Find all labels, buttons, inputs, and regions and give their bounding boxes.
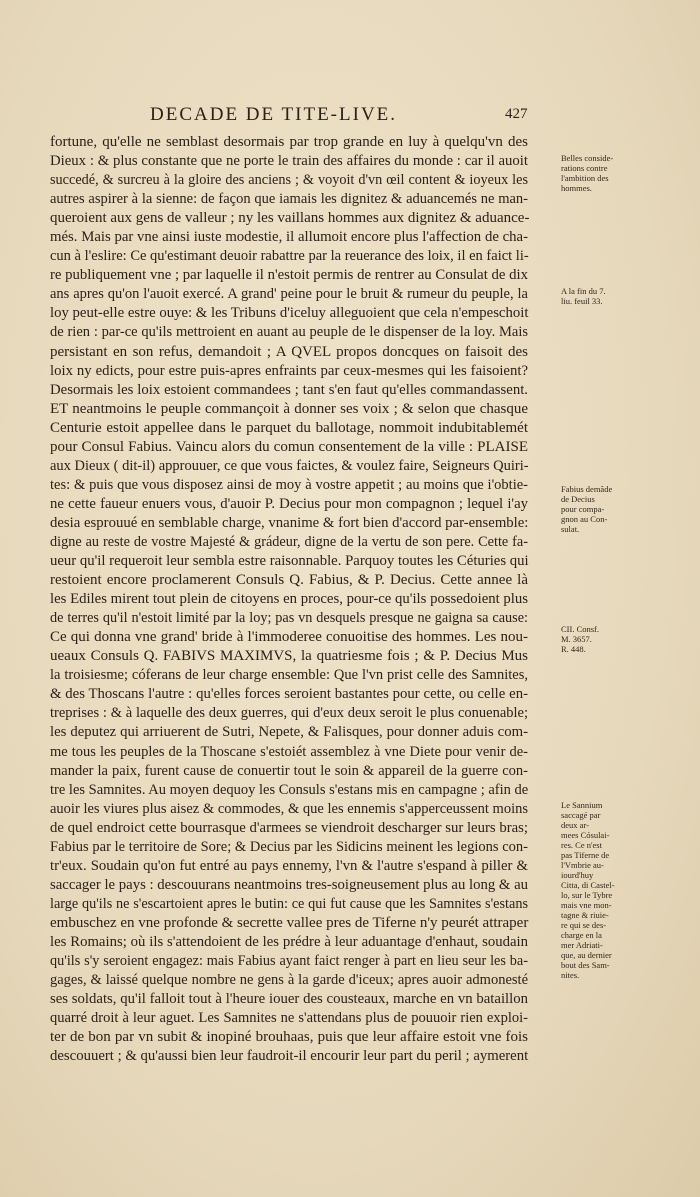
text-line: les deputez qui arriuerent de Sutri, Nepete, & Falisques, pour donner aduis com-: [50, 724, 528, 741]
text-line: ans apres qu'on l'auoit exercé. A grand' peine pour le bruit & rumeur du peuple, la: [50, 286, 528, 303]
text-line: Desormais les loix estoient commandees ; tant s'en faut qu'elles commandassent.: [50, 381, 528, 398]
text-line: large qu'ils ne s'escartoient apres le butin: ce qui fut cause que les Samnites s'estans: [50, 895, 528, 912]
text-line: ne cette faueur enuers vous, d'auoir P. Decius pour mon compagnon ; lequel i'ay: [50, 495, 528, 512]
text-line: digne au reste de vostre Majesté & grádeur, digne de la vertu de son pere. Cette fa-: [50, 533, 528, 550]
text-line: desia esprouué en semblable charge, vnanime & fort bien d'accord par-ensemble:: [50, 514, 529, 531]
text-line: de rien : par-ce qu'ils mettroient en auant au peuple de le dispenser de la loy. Mais: [50, 324, 528, 341]
margin-note-reference: A la fin du 7. liu. feuil 33.: [561, 286, 606, 306]
text-line: treprises : & à laquelle des deux guerres, qui d'eux deux seroit le plus conuenable;: [50, 705, 528, 722]
text-line: auoir les viures plus aisez & commodes, & que les ennemis s'apperceussent moins: [50, 800, 528, 817]
text-line: succedé, & surcreu à la gloire des anciens ; & voyoit d'vn œil content & ioyeux les: [50, 172, 528, 189]
text-line: més. Mais par vne ainsi iuste modestie, il allumoit encore plus l'affection de cha-: [50, 229, 528, 246]
text-line: quarré droit à leur aguet. Les Samnites ne s'attendans plus de pouuoir rien exploi-: [50, 1010, 528, 1027]
text-line: les Ediles mirent tout plein de citoyens en proces, pour-ce qu'ils possedoient plus: [50, 591, 528, 608]
text-line: loy peut-elle estre ouye: & les Tribuns d'iceluy alleguoient que cela n'empeschoit: [50, 305, 529, 322]
text-line: ter de bon par vn subit & inopiné brouhaas, puis que leur affaire estoit vne fois: [50, 1029, 528, 1046]
text-line: ueaux Consuls Q. FABIVS MAXIMVS, la quatriesme fois ; & P. Decius Mus: [50, 648, 528, 665]
text-line: pour Consul Fabius. Vaincu alors du comun consentement de la ville : PLAISE: [50, 438, 528, 455]
text-line: embuschez en vne profonde & secrette vallee pres de Tiferne n'y peurét attraper: [50, 914, 529, 931]
text-line: & des Thoscans l'autre : qu'elles forces seroient bastantes pour cette, ou celle en-: [50, 686, 528, 703]
text-line: autres aspirer à la sienne: de façon que iamais les dignitez & aduancemés ne man-: [50, 191, 528, 208]
running-title: DECADE DE TITE-LIVE.: [150, 104, 398, 125]
text-line: de quel endroict cette bourrasque d'armees se viendroit descharger sur leurs bras;: [50, 819, 528, 836]
page-number: 427: [505, 106, 528, 122]
text-line: descouuert ; & qu'aussi bien leur faudroit-il encourir leur part du peril ; aymerent: [50, 1048, 529, 1065]
text-line: saccager le pays : descouurans neantmoins tres-soigneusement plus au long & au: [50, 876, 529, 893]
text-line: persistant en son refus, demandoit ; A QVEL propos doncques on faisoit des: [50, 343, 528, 360]
text-line: ueur qu'il requeroit leur sembla estre raisonnable. Parquoy toutes les Céturies qui: [50, 553, 529, 570]
text-line: Fabius par le territoire de Sore; & Decius par les Sidicins meinent les legions con-: [50, 838, 528, 855]
text-line: queroient aux gens de valleur ; ny les vaillans hommes aux dignitez & aduance-: [50, 210, 530, 227]
page-header: [0, 104, 700, 128]
text-line: Centurie estoit appellee dans le parquet du ballotage, nommoit indubitablemét: [50, 419, 528, 436]
text-line: Dieux : & plus constante que ne porte le train des affaires du monde : car il auoit: [50, 153, 528, 170]
margin-note-sannium: Le Sannium saccagé par deux ar- mees Cósulai- res. Ce n'est pas Tiferne de l'Vmbrie au- iourd'huy Citta, di Castel- lo, sur le Tybre mais vne mon- tagne & riuie- re qui se des- charge en la mer Adriati- que, au dernier bout des Sam- nites.: [561, 800, 615, 980]
text-line: qu'ils s'y seroient engagez: mais Fabius ayant faict renger à part en lieu seur les ba-: [50, 953, 528, 970]
text-line: tre les Samnites. Au moyen dequoy les Consuls s'estans mis en campagne ; afin de: [50, 781, 529, 798]
text-line: ET neantmoins le peuple commançoit à donner ses voix ; & selon que chasque: [50, 400, 528, 417]
margin-note-ambition: Belles conside- rations contre l'ambition des hommes.: [561, 153, 614, 193]
text-line: loix ny edicts, pour estre puis-apres enfraints par ceux-mesmes qui les faisoient?: [50, 362, 528, 379]
text-line: mander la paix, furent cause de conuertir tout le soin & appareil de la guerre con-: [50, 762, 528, 779]
text-line: restoient encore proclamerent Consuls Q. Fabius, & P. Decius. Cette annee là: [50, 572, 528, 589]
text-line: Ce qui donna vne grand' bride à l'immoderee conuoitise des hommes. Les nou-: [50, 629, 528, 646]
body-text: [50, 133, 528, 1066]
text-line: tr'eux. Soudain qu'on fut entré au pays ennemy, l'vn & l'autre s'espand à piller &: [50, 857, 528, 874]
text-line: re publiquement vne ; par laquelle il n'estoit permis de rentrer au Consulat de dix: [50, 267, 528, 284]
text-line: les Romains; où ils s'attendoient de les prédre à leur aduantage d'enhaut, soudain: [50, 933, 528, 950]
margin-note-fabius-decius: Fabius demãde de Decius pour compa- gnon au Con- sulat.: [561, 484, 613, 534]
margin-note-consul-year: CII. Consf. M. 3657. R. 448.: [561, 624, 600, 654]
text-line: tes: & puis que vous disposez ainsi de moy à vostre appetit ; au moins que i'obtie-: [50, 476, 528, 493]
text-line: fortune, qu'elle ne semblast desormais par trop grande en luy à quelqu'vn des: [50, 134, 528, 150]
text-line: la troisiesme; cóferans de leur charge ensemble: Que l'vn prist celle des Samnites,: [50, 667, 528, 684]
text-line: aux Dieux ( dit-il) approuuer, ce que vous faictes, & voulez faire, Seigneurs Quiri-: [50, 457, 529, 474]
text-line: gages, & laissé quelque nombre ne gens à la garde d'iceux; apres auoir admonesté: [50, 972, 528, 989]
text-line: de terres qu'il n'estoit limité par la loy; pas vn desquels presque ne gaigna sa cause:: [50, 610, 528, 627]
text-line: cun à l'eslire: Ce qu'estimant deuoir rabattre par la reuerance des loix, il en faict li-: [50, 248, 529, 265]
text-line: ses soldats, qu'il falloit tout à l'heure iouer des cousteaux, marche en vn bataillon: [50, 991, 528, 1008]
text-line: me tous les peuples de la Thoscane s'estoiét assemblez à vne Diete pour venir de-: [50, 743, 528, 760]
